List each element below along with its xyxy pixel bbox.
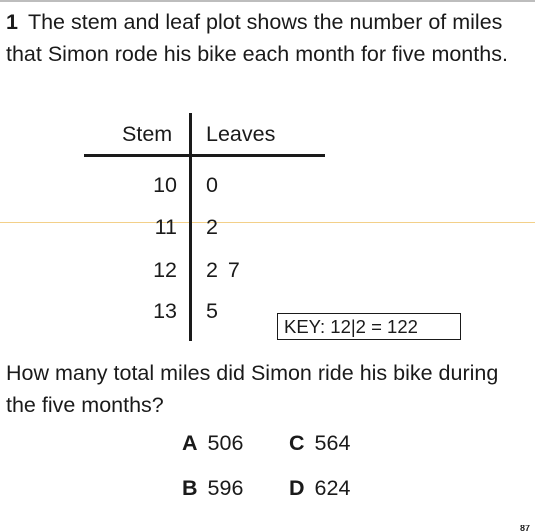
choice-value: 624 (314, 476, 351, 500)
leaf-values: 2 (206, 215, 218, 239)
choice-value: 506 (207, 431, 244, 455)
answer-choice-a[interactable] (182, 429, 243, 457)
stem-header: Stem (122, 122, 173, 146)
plot-row (0, 256, 535, 284)
plot-row (0, 213, 535, 241)
question-number: 1 (6, 10, 18, 34)
stem-value: 11 (154, 215, 177, 239)
question-body: The stem and leaf plot shows the number of miles that Simon rode his bike each month for five months. (6, 10, 508, 66)
leaf-values: 2 7 (206, 258, 240, 282)
answer-choice-b[interactable] (182, 474, 243, 502)
leaves-header: Leaves (206, 122, 276, 146)
stem-value: 12 (153, 258, 177, 282)
question-prompt: How many total miles did Simon ride his bike during the five months? (6, 361, 499, 417)
leaf-values: 0 (206, 173, 218, 197)
choice-letter: C (289, 431, 305, 455)
answer-choice-d[interactable] (289, 474, 350, 502)
choice-letter: D (289, 476, 305, 500)
leaf-values: 5 (206, 299, 218, 323)
choice-letter: B (182, 476, 198, 500)
choice-value: 564 (314, 431, 351, 455)
plot-key: KEY: 12|2 = 122 (277, 313, 461, 340)
stem-value: 10 (153, 173, 177, 197)
plot-horizontal-rule (84, 154, 325, 157)
stem-value: 13 (153, 299, 177, 323)
answer-choice-c[interactable] (289, 429, 350, 457)
choice-letter: A (182, 431, 198, 455)
page-number: 87 (520, 525, 531, 532)
plot-row (0, 171, 535, 199)
choice-value: 596 (207, 476, 244, 500)
